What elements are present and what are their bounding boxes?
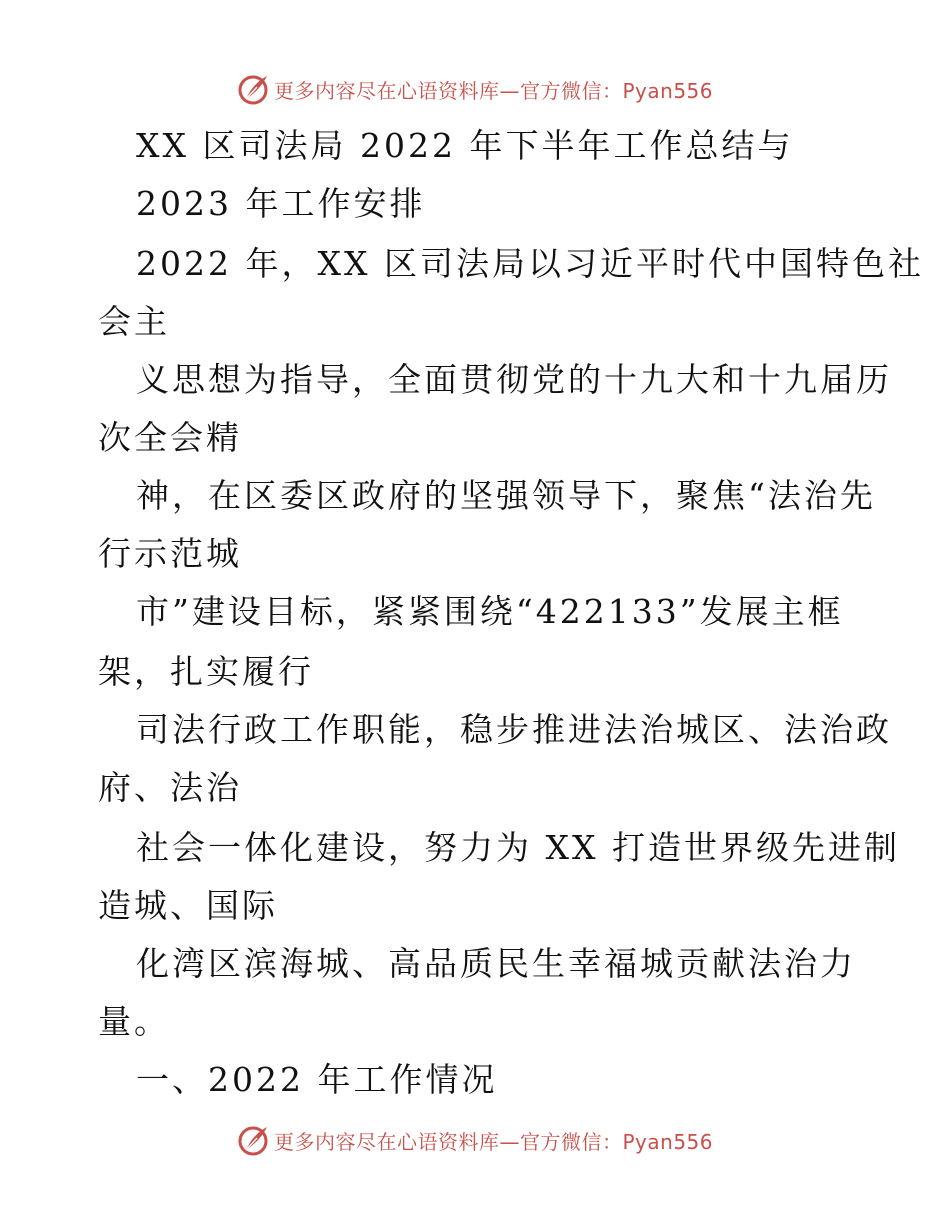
paragraph-line: 造城、国际 — [98, 886, 278, 925]
footer-watermark — [236, 1123, 756, 1157]
paragraph-line: 架，扎实履行 — [98, 652, 314, 691]
watermark-text: 更多内容尽在心语资料库—官方微信：Pyan556 — [274, 78, 714, 103]
paragraph-line: 义思想为指导，全面贯彻党的十九大和十九届历 — [136, 360, 892, 399]
paragraph-line: 府、法治 — [98, 768, 242, 807]
paragraph-line: 次全会精 — [98, 418, 242, 457]
paragraph-line: 量。 — [98, 1002, 170, 1041]
paragraph-line: 神，在区委区政府的坚强领导下，聚焦“法治先 — [136, 476, 876, 515]
paragraph-line: 化湾区滨海城、高品质民生幸福城贡献法治力 — [136, 944, 856, 983]
watermark-text: 更多内容尽在心语资料库—官方微信：Pyan556 — [274, 1129, 714, 1154]
feather-pen-logo-icon — [236, 1123, 270, 1157]
paragraph-line: 会主 — [98, 302, 170, 341]
section-heading: 一、2022 年工作情况 — [136, 1060, 498, 1099]
paragraph-line: 司法行政工作职能，稳步推进法治城区、法治政 — [136, 710, 892, 749]
document-title-line-2: 2023 年工作安排 — [136, 184, 426, 223]
document-title-line-1: XX 区司法局 2022 年下半年工作总结与 — [136, 126, 794, 165]
paragraph-line: 2022 年，XX 区司法局以习近平时代中国特色社 — [136, 244, 924, 283]
paragraph-line: 社会一体化建设，努力为 XX 打造世界级先进制 — [136, 828, 900, 867]
paragraph-line: 市”建设目标，紧紧围绕“422133”发展主框 — [136, 592, 844, 631]
paragraph-line: 行示范城 — [98, 534, 242, 573]
